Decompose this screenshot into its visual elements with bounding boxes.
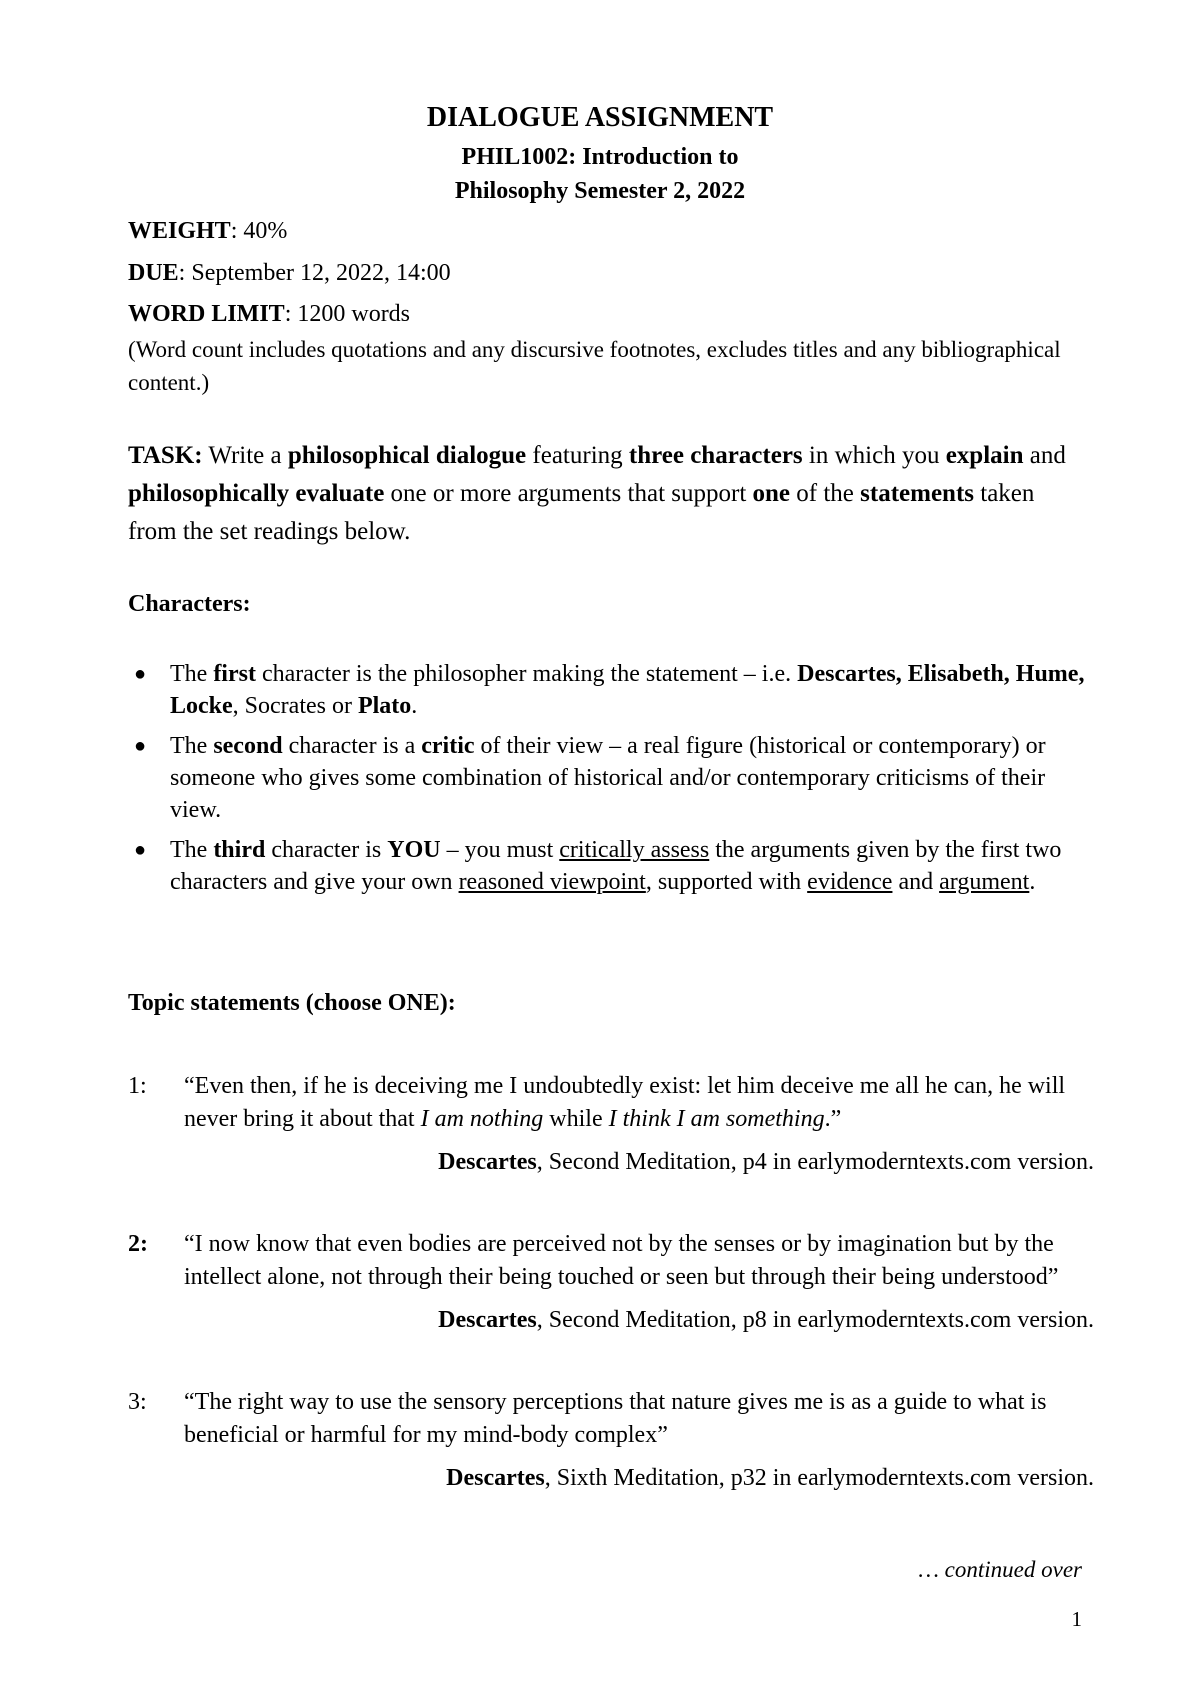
text: . (411, 693, 418, 719)
source-text: , Second Meditation, p8 in earlymoderntexts.com version. (536, 1307, 1094, 1333)
topic-source (128, 1146, 1094, 1179)
topic-quote (184, 1070, 1088, 1136)
topic-statement-1 (128, 1070, 1094, 1179)
characters-list (128, 658, 1088, 906)
due-label: DUE (128, 260, 179, 286)
document-title: DIALOGUE ASSIGNMENT (426, 102, 774, 133)
bullet-icon: ● (134, 663, 147, 685)
topic-number: 2: (128, 1231, 148, 1257)
text: character is a (282, 733, 422, 759)
topic-source (128, 1304, 1094, 1337)
topic-quote: “The right way to use the sensory perceptions that nature gives me is as a guide to what is beneficial or harmful for my mind-body complex” (184, 1389, 1047, 1448)
course-line-2: Philosophy Semester 2, 2022 (454, 178, 746, 204)
task-emphasis: explain (945, 442, 1024, 469)
task-emphasis: one (752, 480, 791, 507)
emphasis: first (213, 661, 256, 687)
word-count-note: (Word count includes quotations and any discursive footnotes, excludes titles and any bibliographical content.) (128, 337, 1061, 395)
text: while (543, 1106, 609, 1132)
author: Descartes (438, 1307, 537, 1333)
list-item (128, 834, 1088, 898)
task-text: one or more arguments that support (384, 480, 753, 507)
list-item (128, 658, 1088, 722)
text: The (170, 733, 214, 759)
list-item (128, 730, 1088, 826)
due-line (128, 260, 451, 287)
weight-line (128, 218, 287, 245)
topic-statement-3 (128, 1386, 1094, 1495)
emphasis: second (213, 733, 283, 759)
text: and (892, 869, 940, 895)
text: , Socrates or (232, 693, 358, 719)
task-label: TASK: (128, 442, 203, 469)
task-text: featuring (526, 442, 629, 469)
task-emphasis: philosophical dialogue (287, 442, 527, 469)
text: . (1029, 869, 1036, 895)
task-text: and (1023, 442, 1066, 469)
weight-value: : 40% (230, 218, 288, 244)
word-limit-value: : 1200 words (284, 301, 411, 327)
task-text: of the (790, 480, 861, 507)
underlined-text: critically assess (559, 837, 710, 863)
text: – you must (440, 837, 560, 863)
text: character is (265, 837, 388, 863)
topics-heading: Topic statements (choose ONE): (128, 990, 456, 1016)
task-emphasis: statements (860, 480, 974, 507)
source-text: , Second Meditation, p4 in earlymoderntexts.com version. (536, 1149, 1094, 1175)
continued-note: … continued over (918, 1557, 1082, 1582)
task-text: in which you (802, 442, 946, 469)
text: The (170, 661, 214, 687)
topic-statement-2 (128, 1228, 1094, 1337)
underlined-text: evidence (807, 869, 893, 895)
emphasis: Descartes, Elisabeth, Hume, Locke (170, 661, 1085, 719)
text: , supported with (645, 869, 808, 895)
italic-text: I think I am something (608, 1106, 825, 1132)
task-emphasis: three characters (628, 442, 803, 469)
topic-number: 1: (128, 1073, 147, 1099)
emphasis: YOU (387, 837, 441, 863)
author: Descartes (446, 1465, 545, 1491)
bullet-icon: ● (134, 839, 147, 861)
emphasis: critic (421, 733, 475, 759)
course-line-1: PHIL1002: Introduction to (461, 144, 739, 170)
due-value: : September 12, 2022, 14:00 (178, 260, 451, 286)
task-text: taken from the set readings below. (128, 480, 1035, 545)
word-limit-label: WORD LIMIT (128, 301, 285, 327)
text: The (170, 837, 214, 863)
task-text: Write a (202, 442, 288, 469)
text: .” (824, 1106, 842, 1132)
underlined-text: reasoned viewpoint (458, 869, 646, 895)
italic-text: I am nothing (420, 1106, 544, 1132)
text: the arguments given by the first two characters and give your own (170, 837, 1062, 895)
topic-number: 3: (128, 1389, 147, 1415)
source-text: , Sixth Meditation, p32 in earlymoderntexts.com version. (544, 1465, 1094, 1491)
topic-quote: “I now know that even bodies are perceived not by the senses or by imagination but by the intellect alone, not through their being touched or seen but through their being understood” (184, 1231, 1059, 1290)
text: of their view – a real figure (historical or contemporary) or someone who gives some combination of historical and/or contemporary criticisms of their view. (170, 733, 1046, 823)
emphasis: third (213, 837, 266, 863)
word-limit-line (128, 301, 410, 328)
task-paragraph (128, 437, 1078, 551)
text: character is the philosopher making the statement – i.e. (255, 661, 798, 687)
characters-heading: Characters: (128, 591, 251, 617)
page-number: 1 (1071, 1607, 1082, 1631)
bullet-icon: ● (134, 735, 147, 757)
text: “Even then, if he is deceiving me I undoubtedly exist: let him deceive me all he can, he will never bring it about that (184, 1073, 1066, 1132)
weight-label: WEIGHT (128, 218, 231, 244)
emphasis: Plato (357, 693, 412, 719)
topic-source (128, 1462, 1094, 1495)
task-emphasis: philosophically evaluate (128, 480, 385, 507)
author: Descartes (438, 1149, 537, 1175)
underlined-text: argument (939, 869, 1030, 895)
